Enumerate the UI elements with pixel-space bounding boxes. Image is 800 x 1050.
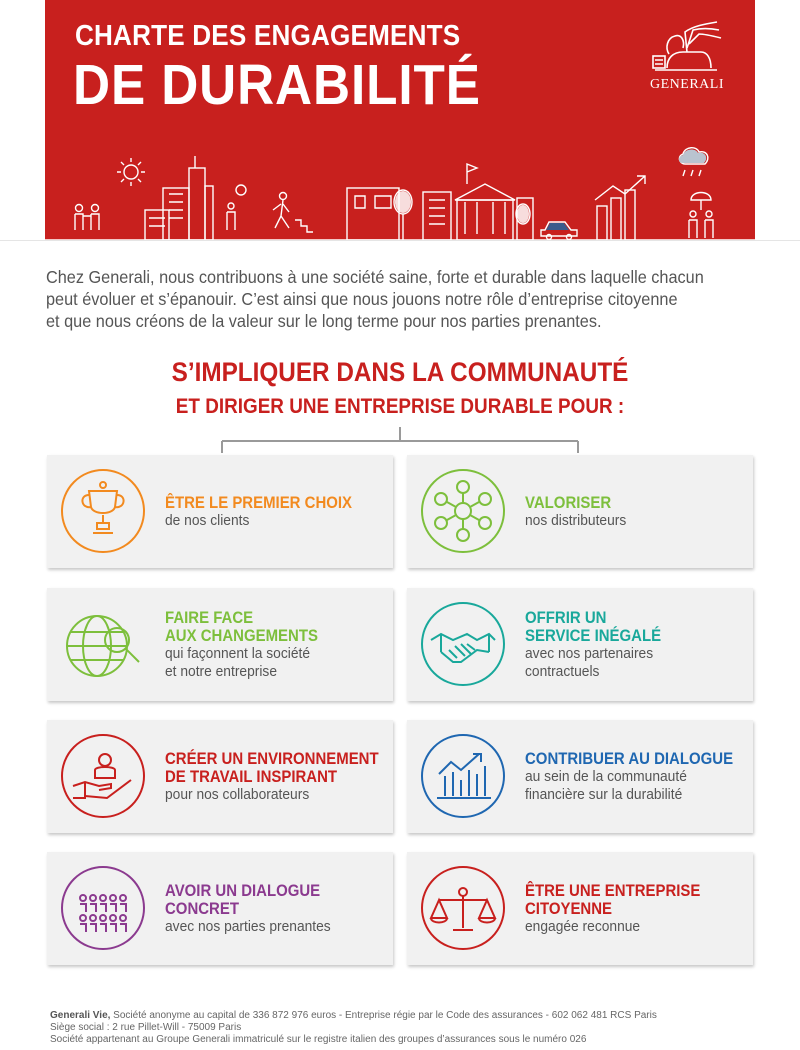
- intro-line: Chez Generali, nous contribuons à une société saine, forte et durable dans laquelle chacun: [46, 267, 704, 287]
- card-subtitle: qui façonnent la société: [165, 644, 311, 662]
- trophy-icon: [59, 467, 147, 555]
- card-distributeurs: [407, 455, 753, 568]
- intro-paragraph: [46, 266, 716, 332]
- card-text: [165, 720, 385, 833]
- card-subtitle: contractuels: [525, 662, 600, 680]
- logo-text: GENERALI: [650, 77, 724, 92]
- card-changements: [47, 588, 393, 701]
- bar-chart-arrow-icon: [419, 732, 507, 820]
- cityscape-illustration: [45, 130, 755, 240]
- card-citoyenne: [407, 852, 753, 965]
- globe-magnifier-icon: [59, 600, 147, 688]
- card-title: ÊTRE UNE ENTREPRISE: [525, 880, 701, 900]
- card-title: VALORISER: [525, 492, 612, 512]
- legal-footer: [50, 1010, 770, 1046]
- header-banner: [45, 0, 755, 240]
- card-subtitle: au sein de la communauté: [525, 767, 687, 785]
- footer-line: Siège social : 2 rue Pillet-Will - 75009 Paris: [50, 1022, 242, 1033]
- card-text: [165, 455, 385, 568]
- card-environnement: [47, 720, 393, 833]
- card-subtitle: et notre entreprise: [165, 662, 278, 680]
- header-divider: [0, 240, 800, 241]
- section-heading-line-2: ET DIRIGER UNE ENTREPRISE DURABLE POUR :: [175, 395, 625, 418]
- intro-line: peut évoluer et s’épanouir. C’est ainsi que nous jouons notre rôle d’entreprise citoyenne: [46, 289, 678, 309]
- card-title: CONCRET: [165, 898, 239, 918]
- card-subtitle: financière sur la durabilité: [525, 785, 683, 803]
- card-title: CITOYENNE: [525, 898, 613, 918]
- card-text: [165, 588, 385, 701]
- handshake-icon: [419, 600, 507, 688]
- card-title: ÊTRE LE PREMIER CHOIX: [165, 492, 353, 512]
- card-title: AUX CHANGEMENTS: [165, 625, 318, 645]
- card-subtitle: nos distributeurs: [525, 511, 627, 529]
- intro-line: et que nous créons de la valeur sur le long terme pour nos parties prenantes.: [46, 311, 602, 331]
- card-subtitle: engagée reconnue: [525, 917, 641, 935]
- card-dialogue: [407, 720, 753, 833]
- scales-icon: [419, 864, 507, 952]
- card-subtitle: avec nos partenaires: [525, 644, 654, 662]
- card-text: [525, 852, 745, 965]
- hand-person-icon: [59, 732, 147, 820]
- bracket-connector: [0, 425, 800, 455]
- card-title: AVOIR UN DIALOGUE: [165, 880, 321, 900]
- people-network-icon: [419, 467, 507, 555]
- lion-icon: [647, 18, 727, 74]
- card-text: [525, 720, 745, 833]
- footer-line-rest: Société anonyme au capital de 336 872 976 euros - Entreprise régie par le Code des assurances - 602 062 481 RCS Paris: [110, 1010, 657, 1021]
- card-service: [407, 588, 753, 701]
- card-text: [525, 588, 745, 701]
- title-line-1: CHARTE DES ENGAGEMENTS: [75, 20, 461, 52]
- card-title: DE TRAVAIL INSPIRANT: [165, 766, 338, 786]
- footer-line: Société appartenant au Groupe Generali immatriculé sur le registre italien des groupes d’assurances sous le numéro 026: [50, 1034, 587, 1045]
- card-subtitle: pour nos collaborateurs: [165, 785, 310, 803]
- card-title: SERVICE INÉGALÉ: [525, 625, 662, 645]
- card-subtitle: avec nos parties prenantes: [165, 917, 331, 935]
- card-dialogue-concret: [47, 852, 393, 965]
- card-subtitle: de nos clients: [165, 511, 250, 529]
- card-text: [525, 455, 745, 568]
- card-title: CONTRIBUER AU DIALOGUE: [525, 748, 734, 768]
- footer-company: Generali Vie,: [50, 1010, 111, 1021]
- crowd-icon: [59, 864, 147, 952]
- generali-logo: [647, 18, 727, 93]
- card-text: [165, 852, 385, 965]
- card-title: CRÉER UN ENVIRONNEMENT: [165, 748, 379, 768]
- section-heading-line-1: S’IMPLIQUER DANS LA COMMUNAUTÉ: [171, 357, 629, 387]
- card-title: FAIRE FACE: [165, 607, 254, 627]
- title-line-2: DE DURABILITÉ: [73, 53, 481, 117]
- card-premier-choix: [47, 455, 393, 568]
- footer-line: [50, 1010, 770, 1022]
- card-title: OFFRIR UN: [525, 607, 607, 627]
